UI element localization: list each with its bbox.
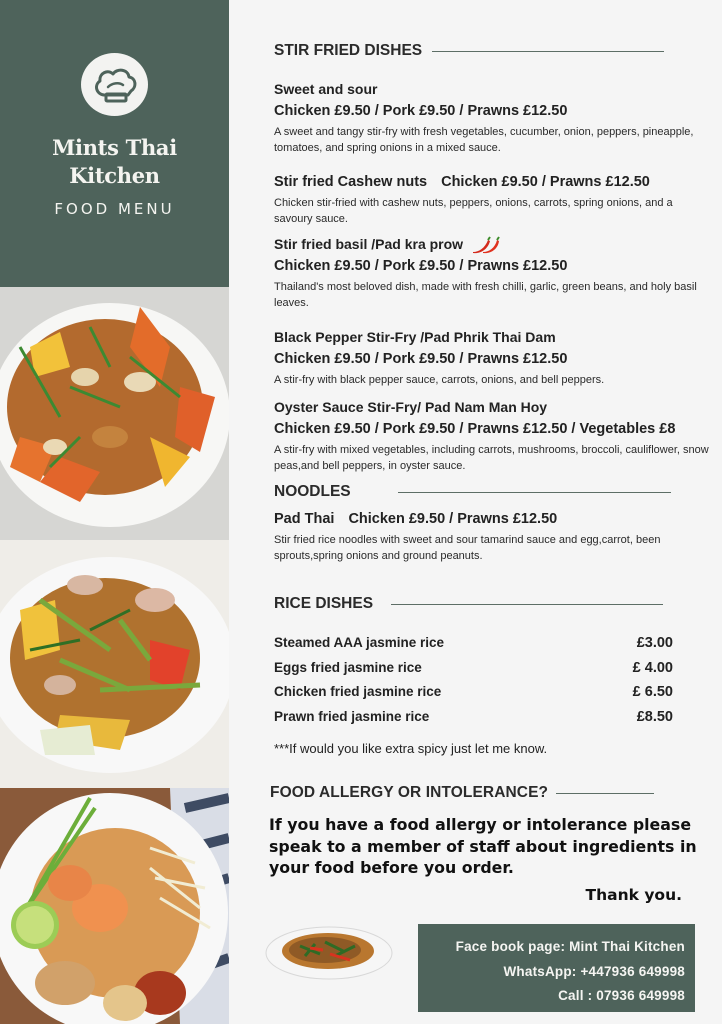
basil-stir-fry-photo xyxy=(265,926,395,980)
rice-item-name: Steamed AAA jasmine rice xyxy=(274,635,445,650)
dish-prices: Chicken £9.50 / Pork £9.50 / Prawns £12.50 / Vegetables £8 xyxy=(274,421,676,437)
rice-item-price: £8.50 xyxy=(636,708,673,725)
menu-item-cashew-nuts xyxy=(274,171,714,227)
dish-description: Thailand's most beloved dish, made with fresh chilli, garlic, green beans, and holy basil leaves. xyxy=(274,281,697,309)
dish-description: A sweet and tangy stir-fry with fresh vegetables, cucumber, onion, peppers, pineapple, tomatoes, and spring onions in a mixed sauce. xyxy=(274,126,694,154)
whatsapp-number: WhatsApp: +447936 649998 xyxy=(503,963,685,979)
section-title: NOODLES xyxy=(274,483,351,500)
dish-description: A stir-fry with black pepper sauce, carrots, onions, and bell peppers. xyxy=(274,374,605,386)
menu-content xyxy=(229,0,722,1024)
rice-dishes-list xyxy=(274,631,673,729)
thank-you-text: Thank you. xyxy=(585,886,682,904)
dish-name: Stir fried basil /Pad kra prow xyxy=(274,236,464,252)
section-heading-stir-fried xyxy=(274,42,664,60)
menu-subtitle: FOOD MENU xyxy=(54,200,175,218)
cashew-chicken-photo xyxy=(0,287,229,540)
heading-divider xyxy=(556,793,654,794)
dish-description: Stir fried rice noodles with sweet and sour tamarind sauce and egg,carrot, been sprouts,spring onions and ground peanuts. xyxy=(274,534,661,562)
contact-box xyxy=(418,924,695,1012)
rice-item-price: £3.00 xyxy=(636,635,673,651)
section-heading-noodles xyxy=(274,483,671,501)
heading-divider xyxy=(398,492,671,493)
left-column xyxy=(0,0,229,1024)
restaurant-name xyxy=(0,134,229,190)
menu-item-sweet-and-sour xyxy=(274,78,714,156)
rice-item xyxy=(274,631,673,656)
dish-description: Chicken stir-fried with cashew nuts, peppers, onions, carrots, spring onions, and a savoury sauce. xyxy=(274,197,673,225)
logo xyxy=(81,53,148,116)
dish-prices: Chicken £9.50 / Prawns £12.50 xyxy=(348,511,558,527)
phone-number: Call : 07936 649998 xyxy=(558,988,685,1003)
dish-description: A stir-fry with mixed vegetables, including carrots, mushrooms, broccoli, cauliflower, snow peas,and bell peppers, in oyster sauce. xyxy=(274,444,709,472)
dish-header xyxy=(274,508,714,530)
heading-divider xyxy=(391,604,663,605)
menu-item-pad-thai xyxy=(274,508,714,564)
dish-name: Sweet and sour xyxy=(274,81,378,97)
rice-item-price: £ 6.50 xyxy=(632,684,673,700)
dish-name: Pad Thai xyxy=(274,511,335,527)
rice-item xyxy=(274,656,673,681)
dish-name: Black Pepper Stir-Fry /Pad Phrik Thai Dam xyxy=(274,329,556,345)
allergy-message: If you have a food allergy or intolerance please speak to a member of staff about ingredients in your food before you order. xyxy=(269,815,697,877)
dish-header xyxy=(274,171,714,193)
rice-item-price: £ 4.00 xyxy=(632,659,673,676)
menu-item-black-pepper xyxy=(274,326,714,388)
restaurant-name-line1: Mints Thai xyxy=(52,135,177,160)
section-heading-allergy xyxy=(270,784,654,802)
rice-item xyxy=(274,705,673,730)
dish-name: Stir fried Cashew nuts xyxy=(274,174,428,190)
sweet-and-sour-photo xyxy=(0,540,229,788)
dish-name-row xyxy=(274,233,714,255)
dish-name: Oyster Sauce Stir-Fry/ Pad Nam Man Hoy xyxy=(274,399,548,415)
pad-thai-photo xyxy=(0,788,229,1024)
section-title: RICE DISHES xyxy=(274,595,374,612)
rice-item-name: Prawn fried jasmine rice xyxy=(274,708,430,724)
restaurant-name-line2: Kitchen xyxy=(69,163,160,188)
facebook-page: Face book page: Mint Thai Kitchen xyxy=(455,939,685,954)
section-title: FOOD ALLERGY OR INTOLERANCE? xyxy=(270,784,549,801)
dish-prices: Chicken £9.50 / Pork £9.50 / Prawns £12.50 xyxy=(274,351,568,367)
menu-item-pad-kra-prow xyxy=(274,233,714,311)
section-heading-rice xyxy=(274,595,663,613)
brand-panel xyxy=(0,0,229,287)
rice-item-name: Eggs fried jasmine rice xyxy=(274,659,422,675)
section-title: STIR FRIED DISHES xyxy=(274,42,423,59)
heading-divider xyxy=(432,51,664,52)
menu-item-oyster-sauce xyxy=(274,396,714,474)
spicy-note: ***If would you like extra spicy just let me know. xyxy=(274,741,548,756)
rice-item xyxy=(274,680,673,705)
dish-prices: Chicken £9.50 / Pork £9.50 / Prawns £12.50 xyxy=(274,258,568,274)
chili-pepper-icon xyxy=(471,236,501,254)
dish-prices: Chicken £9.50 / Prawns £12.50 xyxy=(441,174,650,190)
rice-item-name: Chicken fried jasmine rice xyxy=(274,684,442,699)
chef-hat-icon xyxy=(92,65,138,105)
dish-prices: Chicken £9.50 / Pork £9.50 / Prawns £12.50 xyxy=(274,103,568,119)
